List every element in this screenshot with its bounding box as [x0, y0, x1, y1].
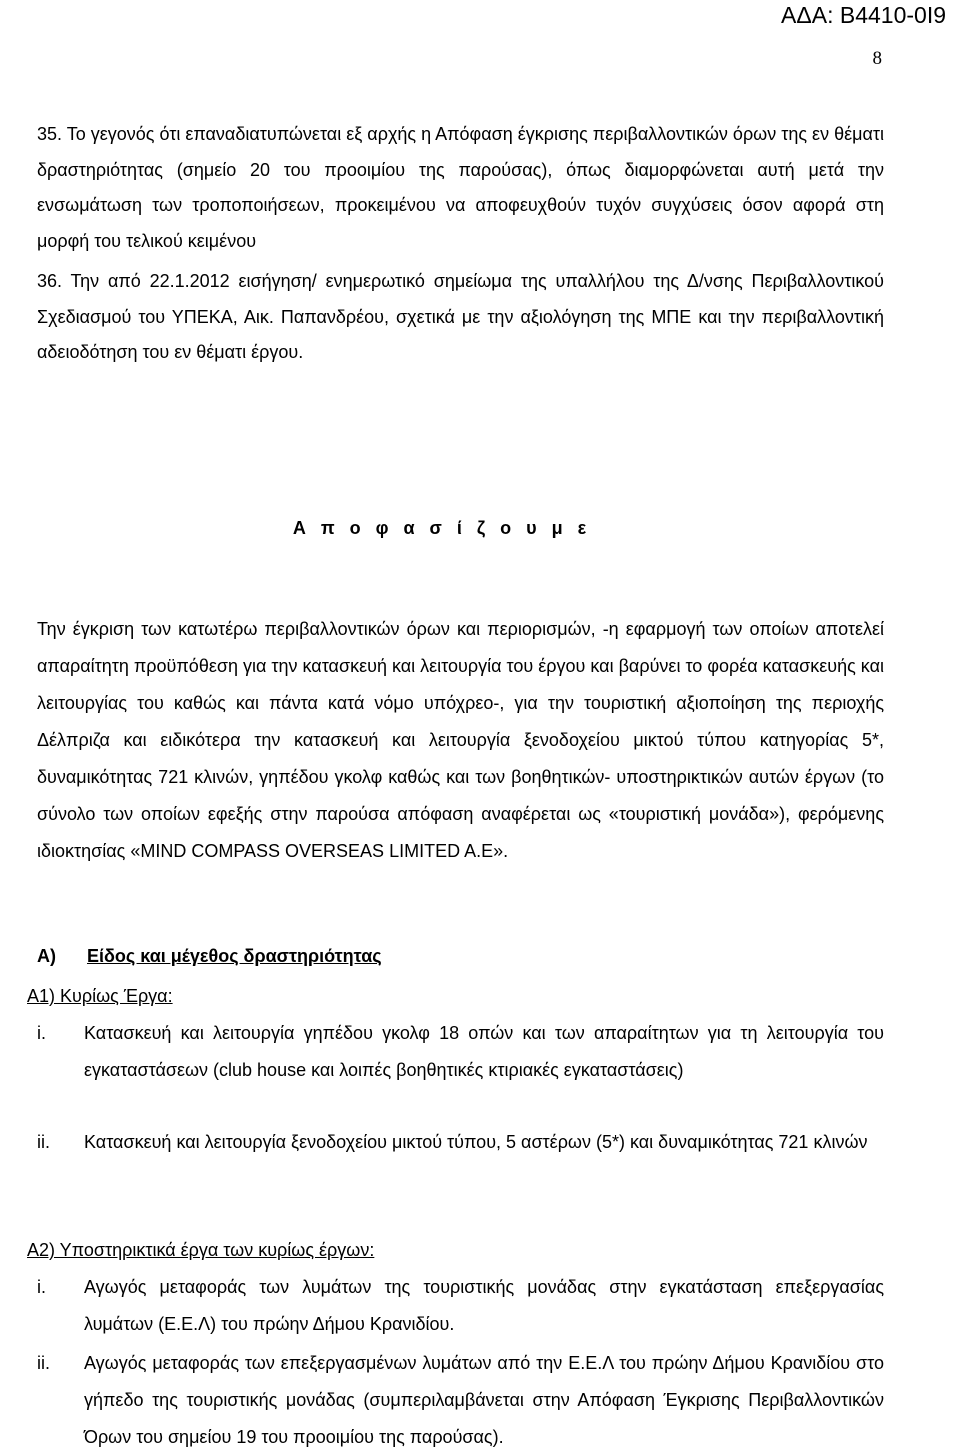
- section-a-title: Είδος και μέγεθος δραστηριότητας: [87, 946, 382, 966]
- list-item-number: ii.: [37, 1353, 50, 1373]
- subsection-a1-title: Α1) Κυρίως Έργα:: [27, 986, 173, 1006]
- ada-code: ΑΔΑ: Β4410-0Ι9: [781, 2, 946, 28]
- list-item: [37, 1345, 884, 1456]
- page-number: 8: [872, 48, 882, 69]
- list-item: [37, 1124, 884, 1161]
- subsection-a2-title: Α2) Υποστηρικτικά έργα των κυρίως έργων:: [27, 1240, 375, 1260]
- list-item-number: i.: [37, 1277, 46, 1297]
- list-item-number: i.: [37, 1023, 46, 1043]
- list-item: [37, 1269, 884, 1343]
- list-item-number: ii.: [37, 1132, 50, 1152]
- approval-paragraph: Την έγκριση των κατωτέρω περιβαλλοντικών όρων και περιορισμών, -η εφαρμογή των οποίων αποτελεί απαραίτητη προϋπόθεση για την κατασκευή και λειτουργία του έργου και βαρύνει το φορέα κατασκευής και λειτουργίας του καθώς και πάντα κατά νόμο υπόχρεο-, για την τουριστική αξιοποίηση της περιοχής Δέλπριζα και ειδικότερα την κατασκευή και λειτουργία ξενοδοχείου μικτού τύπου κατηγορίας 5*, δυναμικότητας 721 κλινών, γηπέδου γκολφ καθώς και των βοηθητικών- υποστηρικτικών αυτών έργων (το σύνολο των οποίων εφεξής στην παρούσα απόφαση αναφέρεται ως «τουριστική μονάδα»), φερόμενης ιδιοκτησίας «MIND COMPASS OVERSEAS LIMITED A.E».: [37, 619, 884, 861]
- section-a-letter: Α): [37, 946, 56, 966]
- list-item-text: Κατασκευή και λειτουργία ξενοδοχείου μικτού τύπου, 5 αστέρων (5*) και δυναμικότητας 721 κλινών: [84, 1132, 868, 1152]
- list-item-text: Αγωγός μεταφοράς των λυμάτων της τουριστικής μονάδας στην εγκατάσταση επεξεργασίας λυμάτων (Ε.Ε.Λ) του πρώην Δήμου Κρανιδίου.: [84, 1277, 884, 1334]
- paragraph-35: 35. Το γεγονός ότι επαναδιατυπώνεται εξ αρχής η Απόφαση έγκρισης περιβαλλοντικών όρων της εν θέματι δραστηριότητας (σημείο 20 του προοιμίου της παρούσας), όπως διαμορφώνεται αυτή μετά την ενσωμάτωση των τροποποιήσεων, προκειμένου να αποφευχθούν τυχόν συγχύσεις όσον αφορά στη μορφή του τελικού κειμένου: [37, 124, 884, 251]
- list-item: [37, 1015, 884, 1089]
- list-item-text: Κατασκευή και λειτουργία γηπέδου γκολφ 18 οπών και των απαραίτητων για τη λειτουργία του εγκαταστάσεων (club house και λοιπές βοηθητικές κτιριακές εγκαταστάσεις): [84, 1023, 884, 1080]
- decision-heading: Α π ο φ α σ ί ζ ο υ μ ε: [292, 518, 592, 538]
- list-item-text: Αγωγός μεταφοράς των επεξεργασμένων λυμάτων από την Ε.Ε.Λ του πρώην Δήμου Κρανιδίου στο γήπεδο της τουριστικής μονάδας (συμπεριλαμβάνεται στην Απόφαση Έγκρισης Περιβαλλοντικών Όρων του σημείου 19 του προοιμίου της παρούσας).: [84, 1353, 884, 1447]
- section-a-heading: [37, 946, 382, 967]
- paragraph-36: 36. Την από 22.1.2012 εισήγηση/ ενημερωτικό σημείωμα της υπαλλήλου της Δ/νσης Περιβαλλοντικού Σχεδιασμού του ΥΠΕΚΑ, Αικ. Παπανδρέου, σχετικά με την αξιολόγηση της ΜΠΕ και την περιβαλλοντική αδειοδότηση του εν θέματι έργου.: [37, 271, 884, 362]
